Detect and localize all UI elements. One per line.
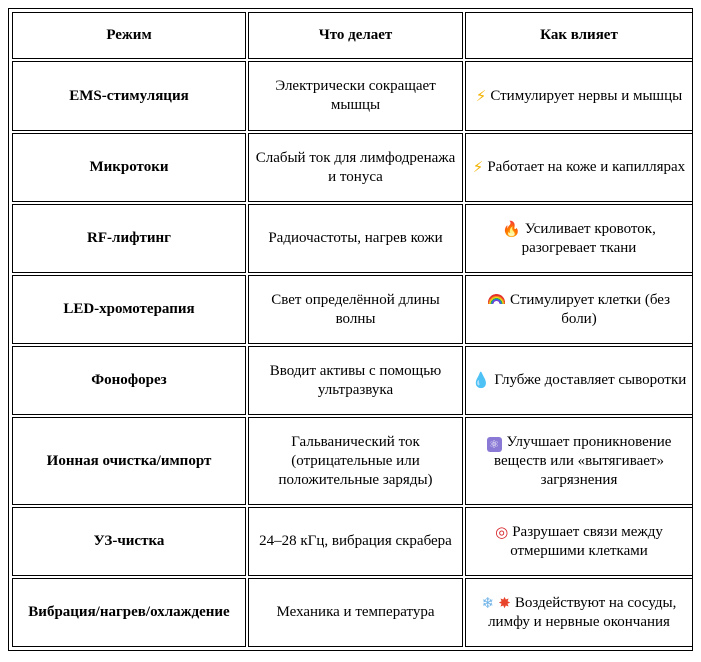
does-cell: Электрически сокращает мышцы bbox=[248, 61, 463, 131]
effect-text: Работает на коже и капиллярах bbox=[487, 159, 686, 175]
table-row bbox=[12, 133, 693, 202]
effect-cell bbox=[465, 507, 693, 576]
table-header-row bbox=[12, 12, 693, 59]
table-row bbox=[12, 346, 693, 415]
header-mode: Режим bbox=[12, 12, 246, 59]
lightning-icon: ⚡ bbox=[472, 158, 484, 176]
table-row bbox=[12, 417, 693, 505]
mode-cell: УЗ-чистка bbox=[12, 507, 246, 576]
header-what-it-does: Что делает bbox=[248, 12, 463, 59]
collision-icon: ✸ bbox=[498, 593, 511, 612]
effect-cell bbox=[465, 346, 693, 415]
table-row bbox=[12, 578, 693, 647]
effect-cell bbox=[465, 133, 693, 202]
mode-cell: RF-лифтинг bbox=[12, 204, 246, 273]
table-row bbox=[12, 275, 693, 344]
does-cell: 24–28 кГц, вибрация скрабера bbox=[248, 507, 463, 576]
effect-text: Глубже доставляет сыворотки bbox=[494, 372, 687, 388]
mode-cell: Фонофорез bbox=[12, 346, 246, 415]
droplet-icon: 💧 bbox=[471, 371, 491, 389]
does-cell: Вводит активы с помощью ультразвука bbox=[248, 346, 463, 415]
does-cell: Механика и температура bbox=[248, 578, 463, 647]
mode-cell: LED-хромотерапия bbox=[12, 275, 246, 344]
effect-text: Разрушает связи между отмершими клетками bbox=[510, 523, 663, 559]
mode-cell: Ионная очистка/импорт bbox=[12, 417, 246, 505]
snowflake-icon: ❄ bbox=[481, 593, 495, 612]
does-cell: Гальванический ток (отрицательные или положительные заряды) bbox=[248, 417, 463, 505]
mode-cell: Вибрация/нагрев/охлаждение bbox=[12, 578, 246, 647]
effect-text: Усиливает кровоток, разогревает ткани bbox=[521, 220, 656, 256]
effect-cell bbox=[465, 417, 693, 505]
effect-cell bbox=[465, 275, 693, 344]
mode-cell: EMS-стимуляция bbox=[12, 61, 246, 131]
table-row bbox=[12, 507, 693, 576]
does-cell: Слабый ток для лимфодренажа и тонуса bbox=[248, 133, 463, 202]
effect-text: Улучшает проникновение веществ или «вытягивает» загрязнения bbox=[494, 433, 672, 488]
effect-text: Стимулирует клетки (без боли) bbox=[509, 291, 671, 327]
table-row bbox=[12, 204, 693, 273]
comparison-table bbox=[10, 10, 695, 649]
comparison-table-frame bbox=[8, 8, 693, 651]
does-cell: Свет определённой длины волны bbox=[248, 275, 463, 344]
lightning-icon: ⚡ bbox=[475, 86, 487, 105]
effect-cell bbox=[465, 61, 693, 131]
effect-text: Стимулирует нервы и мышцы bbox=[490, 87, 683, 104]
effect-cell bbox=[465, 204, 693, 273]
does-cell: Радиочастоты, нагрев кожи bbox=[248, 204, 463, 273]
rainbow-icon bbox=[488, 294, 505, 304]
header-how-it-affects: Как влияет bbox=[465, 12, 693, 59]
effect-text: Воздействуют на сосуды, лимфу и нервные окончания bbox=[488, 594, 677, 630]
target-icon: ◎ bbox=[495, 522, 509, 541]
effect-cell bbox=[465, 578, 693, 647]
mode-cell: Микротоки bbox=[12, 133, 246, 202]
table-row bbox=[12, 61, 693, 131]
atom-icon: ⚛ bbox=[487, 437, 502, 452]
fire-icon: 🔥 bbox=[502, 219, 521, 238]
